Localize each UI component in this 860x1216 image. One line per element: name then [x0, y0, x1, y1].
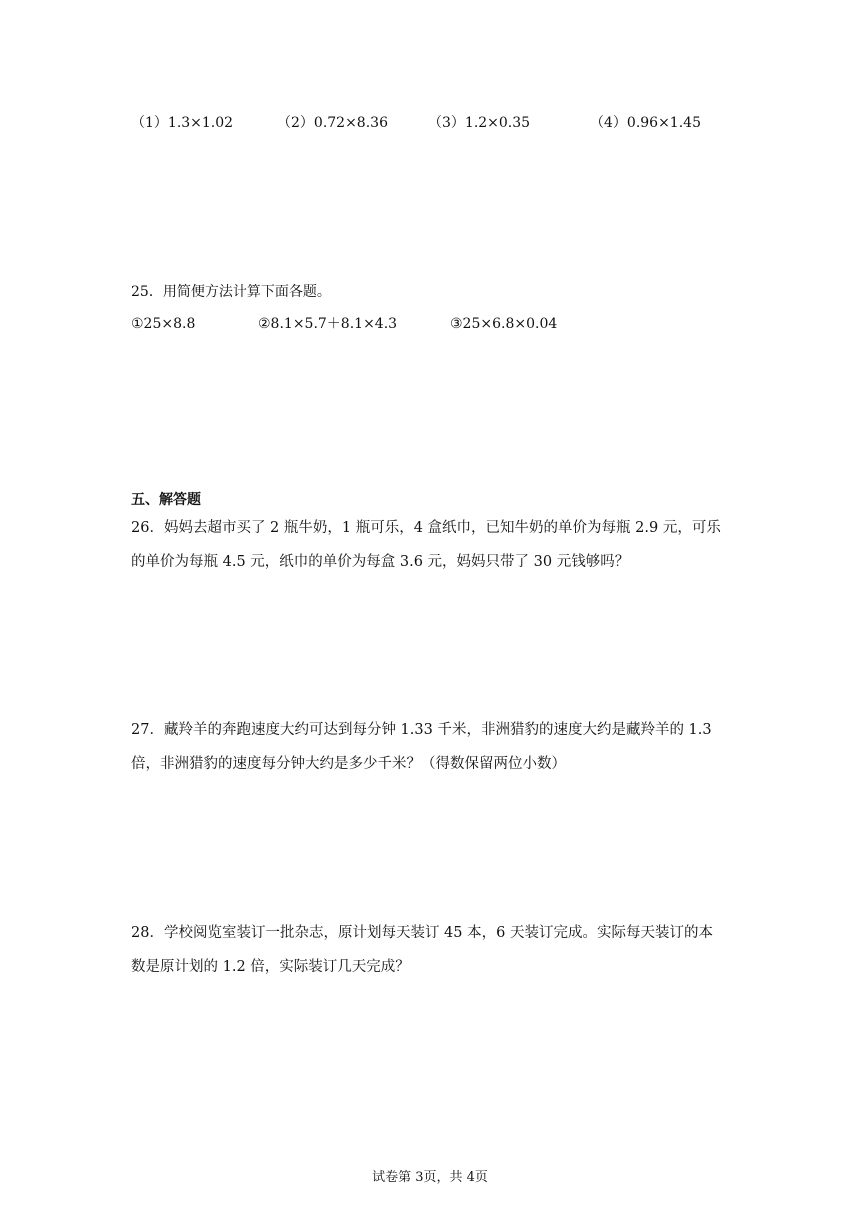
q28-line-1: 28．学校阅览室装订一批杂志，原计划每天装订 45 本，6 天装订完成。实际每天装订的本: [131, 925, 713, 941]
q26-line-2: 的单价为每瓶 4.5 元，纸巾的单价为每盒 3.6 元，妈妈只带了 30 元钱够吗？: [131, 554, 630, 570]
section-title: 五、解答题: [131, 492, 201, 508]
q25-item-2: ②8.1×5.7＋8.1×4.3: [258, 316, 398, 332]
page-footer: 试卷第 3页，共 4页: [372, 1170, 488, 1185]
q24-item-2: （2）0.72×8.36: [277, 115, 388, 131]
q24-item-1: （1）1.3×1.02: [131, 115, 234, 131]
q24-item-3: （3）1.2×0.35: [428, 115, 531, 131]
q25-title: 25．用简便方法计算下面各题。: [131, 284, 331, 300]
q28-line-2: 数是原计划的 1.2 倍，实际装订几天完成？: [131, 959, 410, 975]
q24-item-4: （4）0.96×1.45: [590, 115, 701, 131]
q26-line-1: 26．妈妈去超市买了 2 瓶牛奶，1 瓶可乐，4 盒纸巾，已知牛奶的单价为每瓶 2.9 元，可乐: [131, 520, 721, 536]
q25-item-1: ①25×8.8: [131, 316, 196, 332]
q27-line-2: 倍，非洲猎豹的速度每分钟大约是多少千米？（得数保留两位小数）: [131, 756, 566, 772]
q25-item-3: ③25×6.8×0.04: [450, 316, 558, 332]
q27-line-1: 27．藏羚羊的奔跑速度大约可达到每分钟 1.33 千米，非洲猎豹的速度大约是藏羚羊的 1.3: [131, 722, 712, 738]
